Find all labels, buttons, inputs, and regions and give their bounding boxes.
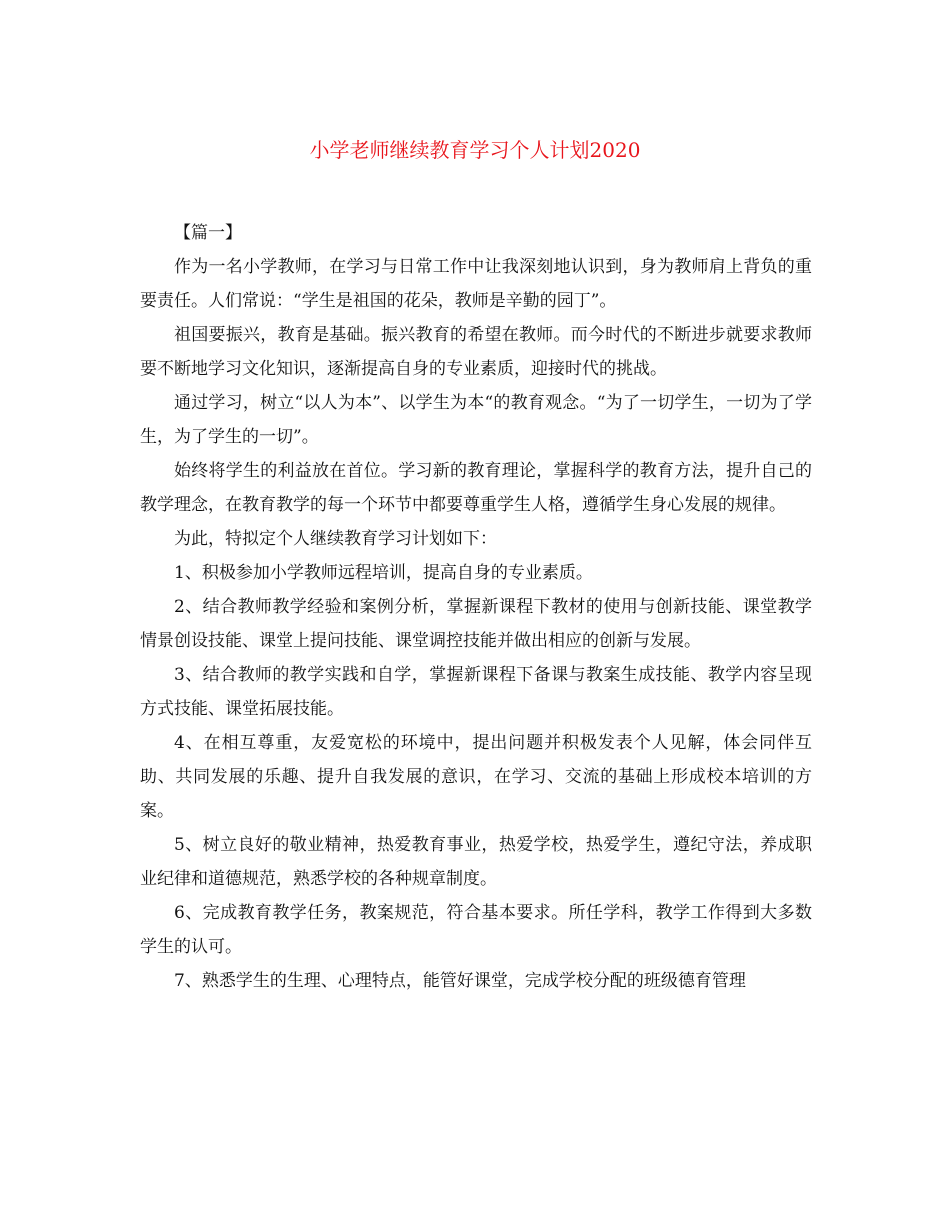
paragraph-5: 为此，特拟定个人继续教育学习计划如下： — [174, 529, 497, 549]
list-item-1: 1、积极参加小学教师远程培训，提高自身的专业素质。 — [174, 563, 593, 583]
list-item-6: 6、完成教育教学任务，教案规范，符合基本要求。所任学科，教学工作得到大多数学生的认可。 — [140, 903, 812, 957]
paragraph-4: 始终将学生的利益放在首位。学习新的教育理论，掌握科学的教育方法，提升自己的教学理念，在教育教学的每一个环节中都要尊重学生人格，遵循学生身心发展的规律。 — [140, 461, 812, 515]
list-item-2: 2、结合教师教学经验和案例分析，掌握新课程下教材的使用与创新技能、课堂教学情景创设技能、课堂上提问技能、课堂调控技能并做出相应的创新与发展。 — [140, 597, 812, 651]
list-item-5: 5、树立良好的敬业精神，热爱教育事业，热爱学校，热爱学生，遵纪守法，养成职业纪律和道德规范，熟悉学校的各种规章制度。 — [140, 835, 812, 889]
section-heading: 【篇一】 — [174, 223, 242, 243]
document-title: 小学老师继续教育学习个人计划2020 — [309, 138, 641, 162]
list-item-7: 7、熟悉学生的生理、心理特点，能管好课堂，完成学校分配的班级德育管理 — [174, 971, 746, 991]
paragraph-2: 祖国要振兴，教育是基础。振兴教育的希望在教师。而今时代的不断进步就要求教师要不断地学习文化知识，逐渐提高自身的专业素质，迎接时代的挑战。 — [140, 325, 812, 379]
paragraph-3: 通过学习，树立“以人为本”、以学生为本“的教育观念。“为了一切学生，一切为了学生，为了学生的一切”。 — [140, 393, 812, 447]
list-item-3: 3、结合教师的教学实践和自学，掌握新课程下备课与教案生成技能、教学内容呈现方式技能、课堂拓展技能。 — [140, 665, 812, 719]
document-body — [140, 216, 812, 998]
paragraph-1: 作为一名小学教师，在学习与日常工作中让我深刻地认识到，身为教师肩上背负的重要责任。人们常说：“学生是祖国的花朵，教师是辛勤的园丁”。 — [140, 257, 812, 311]
list-item-4: 4、在相互尊重，友爱宽松的环境中，提出问题并积极发表个人见解，体会同伴互助、共同发展的乐趣、提升自我发展的意识，在学习、交流的基础上形成校本培训的方案。 — [140, 733, 812, 821]
